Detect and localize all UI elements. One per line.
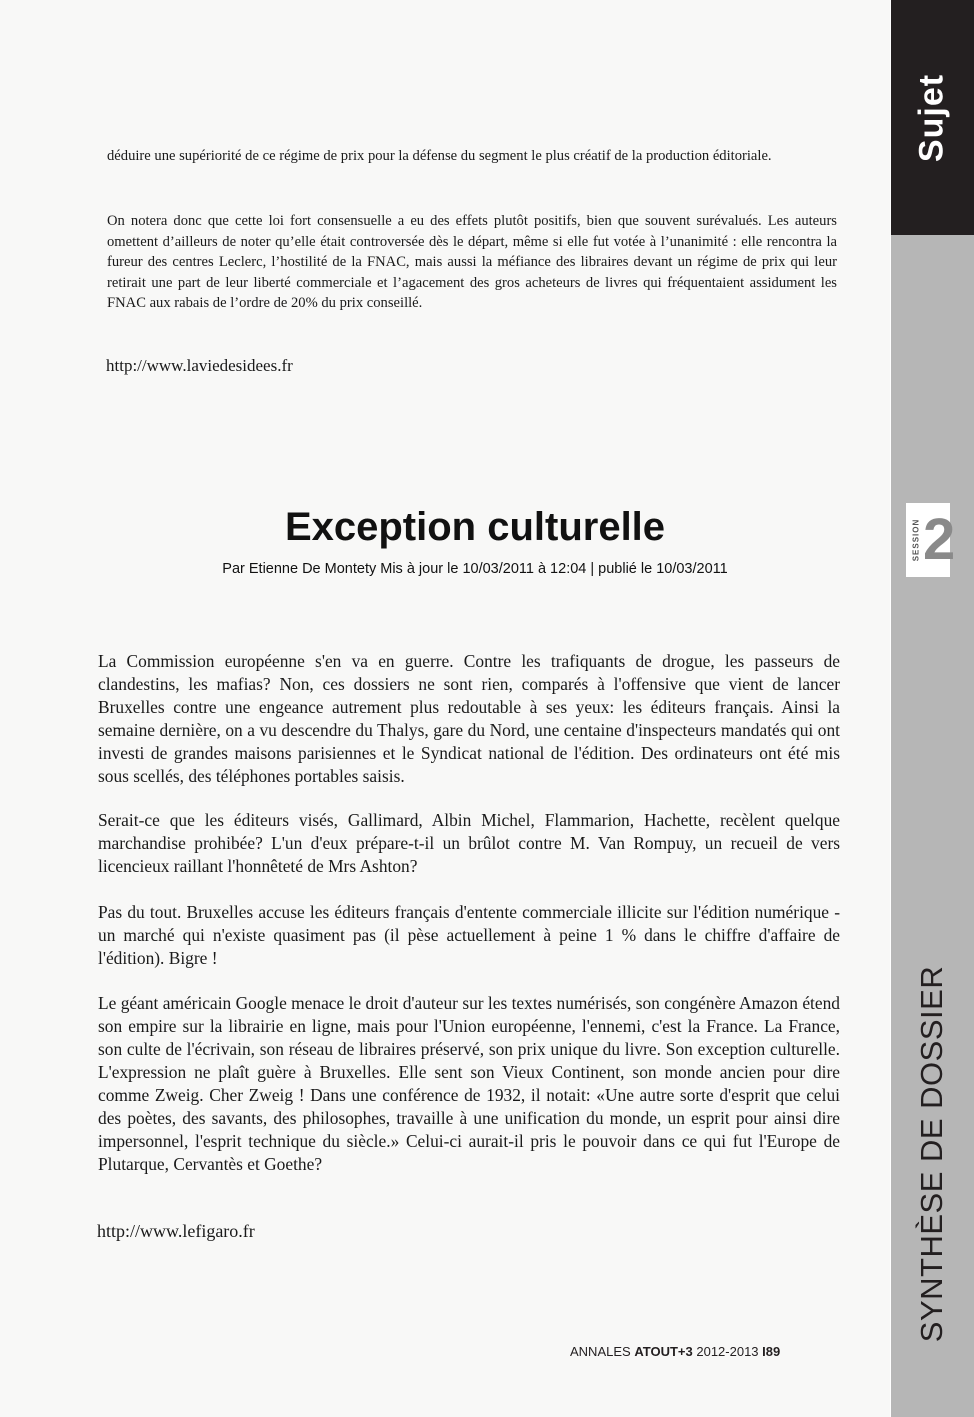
page-number: 89 bbox=[765, 1344, 781, 1359]
footer-separator: I bbox=[762, 1344, 766, 1359]
session-label: SESSION bbox=[911, 518, 921, 562]
article2-byline: Par Etienne De Montety Mis à jour le 10/03/2011 à 12:04 | publié le 10/03/2011 bbox=[222, 561, 728, 577]
article2-source-link[interactable]: http://www.lefigaro.fr bbox=[97, 1221, 255, 1241]
article2-paragraph-2: Serait-ce que les éditeurs visés, Gallimard, Albin Michel, Flammarion, Hachette, recèlent quelque marchandise prohibée? L'un d'eux prépare-t-il un brûlot contre M. Van Rompuy, un recueil de vers licencieux raillant l'honnêteté de Mrs Ashton? bbox=[98, 810, 840, 876]
footer-brand: ATOUT+3 bbox=[634, 1344, 693, 1359]
sidebar bbox=[891, 0, 974, 1417]
article1-source-link[interactable]: http://www.laviedesidees.fr bbox=[106, 356, 293, 375]
article2-paragraph-3: Pas du tout. Bruxelles accuse les éditeurs français d'entente commerciale illicite sur l'édition numérique - un marché qui n'existe quasiment pas (il pèse actuellement à peine 1 % dans le chiffre d'affaire de l'édition). Bigre ! bbox=[98, 902, 840, 968]
page-footer bbox=[570, 1344, 780, 1359]
footer-prefix: ANNALES bbox=[570, 1344, 631, 1359]
section-title: SYNTHÈSE DE DOSSIER bbox=[914, 965, 949, 1343]
footer-years: 2012-2013 bbox=[696, 1344, 759, 1359]
article1-paragraph-1: déduire une supériorité de ce régime de prix pour la défense du segment le plus créatif de la production éditoriale. bbox=[107, 148, 772, 164]
article1-paragraph-2: On notera donc que cette loi fort consensuelle a eu des effets plutôt positifs, bien que souvent surévalués. Les auteurs omettent d’ailleurs de noter qu’elle était controversée dès le départ, même si elle fut votée à l’unanimité : elle rencontra la fureur des centres Leclerc, l’hostilité de la FNAC, mais aussi la méfiance des libraires devant un régime de prix qui leur retirait une part de leur liberté commerciale et l’agacement des gros acheteurs de livres qui fréquentaient assidument les FNAC aux rabais de l’ordre de 20% du prix conseillé. bbox=[107, 213, 837, 311]
session-number: 2 bbox=[923, 507, 956, 572]
sujet-label: Sujet bbox=[912, 73, 951, 163]
article2-paragraph-4: Le géant américain Google menace le droit d'auteur sur les textes numérisés, son congénère Amazon étend son empire sur la librairie en ligne, mais pour l'Union européenne, l'ennemi, c'est la France. La France, son culte de l'écrivain, son réseau de libraires préservé, son prix unique du livre. Son exception culturelle. L'expression ne plaît guère à Bruxelles. Elle sent son Vieux Continent, son monde ancien pour dire comme Zweig. Cher Zweig ! Dans une conférence de 1932, il notait: «Une autre sorte d'esprit que celui des poètes, des savants, des philosophes, travaille à une unification du monde, un esprit pour ainsi dire impersonnel, l'esprit technique du siècle.» Celui-ci aurait-il pris le pouvoir dans ce qui fut l'Europe de Plutarque, Cervantès et Goethe? bbox=[98, 993, 840, 1174]
article2-paragraph-1: La Commission européenne s'en va en guerre. Contre les trafiquants de drogue, les passeurs de clandestins, les mafias? Non, ces dossiers ne sont rien, comparés à l'offensive que vient de lancer Bruxelles contre une engeance autrement plus redoutable à ses yeux: les éditeurs français. Ainsi la semaine dernière, on a vu descendre du Thalys, gare du Nord, une centaine d'inspecteurs mandatés qui ont investi de grandes maisons parisiennes et le Syndicat national de l'édition. Des ordinateurs ont été mis sous scellés, des téléphones portables saisis. bbox=[98, 651, 840, 786]
article2-title: Exception culturelle bbox=[284, 505, 666, 549]
sidebar-top-band bbox=[891, 0, 974, 235]
